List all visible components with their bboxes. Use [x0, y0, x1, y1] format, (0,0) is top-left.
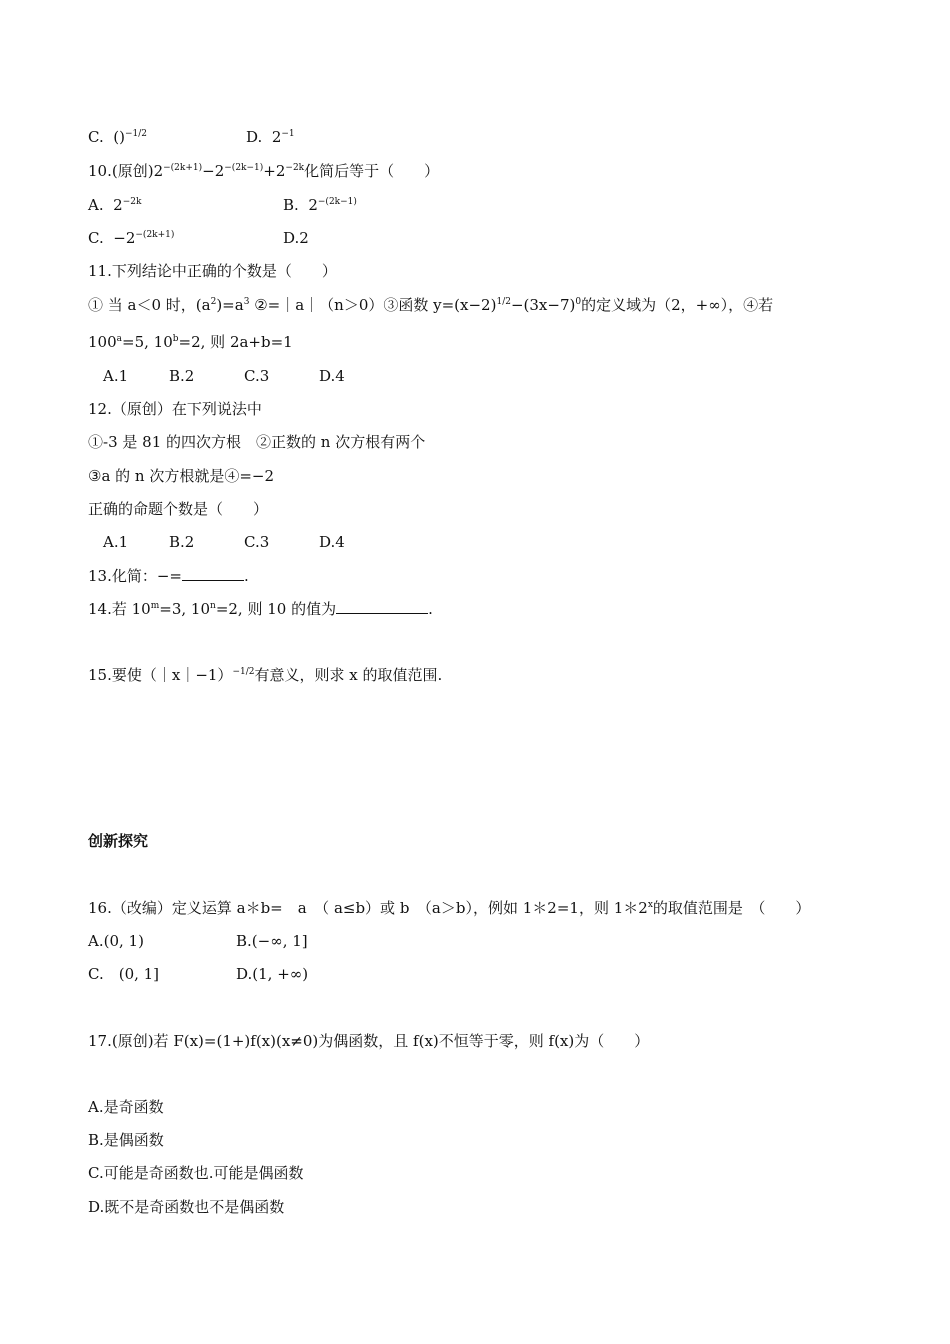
q12-line3: 正确的命题个数是（ ）: [88, 500, 269, 518]
q10-option-c: C. $-2^{-(2k+1)}$: [88, 229, 175, 247]
q10-option-b: B. $2^{-(2k-1)}$: [283, 196, 357, 214]
q9-option-c: C. ()$^{-1/2}$: [88, 128, 148, 146]
q10-option-a: A. $2^{-2k}$: [88, 196, 142, 214]
section-title: 创新探究: [88, 832, 149, 850]
q9-option-d: D. $2^{-1}$: [246, 128, 295, 146]
q16-option-c: C. (0, 1]: [88, 965, 160, 983]
q11-option-b: B.2: [169, 367, 195, 385]
q11-stem: 11.下列结论中正确的个数是（ ）: [88, 262, 337, 280]
q13-answer-blank: [182, 566, 244, 581]
q11-option-c: C.3: [244, 367, 270, 385]
q12-stem: 12.（原创）在下列说法中: [88, 400, 262, 418]
q11-option-d: D.4: [319, 367, 345, 385]
q12-line1: ①-3 是 81 的四次方根 ②正数的 n 次方根有两个: [88, 433, 426, 451]
q16-stem: 16.（改编）定义运算 a＊b= a （ a≤b）或 b （a＞b），例如 1＊2=1，则 1＊2$^x$的取值范围是 （ ）: [88, 899, 811, 917]
q17-option-c: C.可能是奇函数也.可能是偶函数: [88, 1164, 304, 1182]
q16-option-d: D.(1, +∞): [236, 965, 309, 983]
q12-options: [103, 532, 345, 552]
q11-options: [103, 366, 345, 386]
q15-stem: 15.要使（｜x｜−1）$^{-1/2}$有意义，则求 x 的取值范围.: [88, 666, 443, 684]
q16-option-a: A.(0, 1): [88, 932, 144, 950]
q12-line2: ③a 的 n 次方根就是④=−2: [88, 467, 275, 485]
q17-option-a: A.是奇函数: [88, 1098, 164, 1116]
q14-stem: 14.若 $10^m=3$, $10^n=2$, 则 10 的值为 .: [88, 600, 433, 618]
q10-option-d: D.2: [283, 229, 309, 247]
q14-answer-blank: [336, 599, 428, 614]
q12-option-a: A.1: [103, 533, 129, 551]
q10-stem: 10.(原创)$2^{-(2k+1)}-2^{-(2k-1)}+2^{-2k}$化简后等于（ ）: [88, 162, 440, 180]
q17-option-d: D.既不是奇函数也不是偶函数: [88, 1198, 285, 1216]
q17-stem: 17.(原创)若 F(x)=(1+)f(x)(x≠0)为偶函数，且 f(x)不恒等于零，则 f(x)为（ ）: [88, 1032, 650, 1050]
q11-statements-line1: ① 当 a＜0 时，$(a^2)=a^3$ ②=｜a｜（n＞0）③函数 $y=(x-2)^{1/2}-(3x-7)^0$的定义域为（2，+∞），④若: [88, 296, 774, 314]
q12-option-d: D.4: [319, 533, 345, 551]
q11-option-a: A.1: [103, 367, 129, 385]
q17-option-b: B.是偶函数: [88, 1131, 164, 1149]
q12-option-c: C.3: [244, 533, 270, 551]
q11-statements-line2: $100^a=5$, $10^b=2$, 则 2a+b=1: [88, 333, 293, 351]
q16-option-b: B.(−∞, 1]: [236, 932, 308, 950]
q13-stem: 13.化简：−= .: [88, 567, 249, 585]
q12-option-b: B.2: [169, 533, 195, 551]
